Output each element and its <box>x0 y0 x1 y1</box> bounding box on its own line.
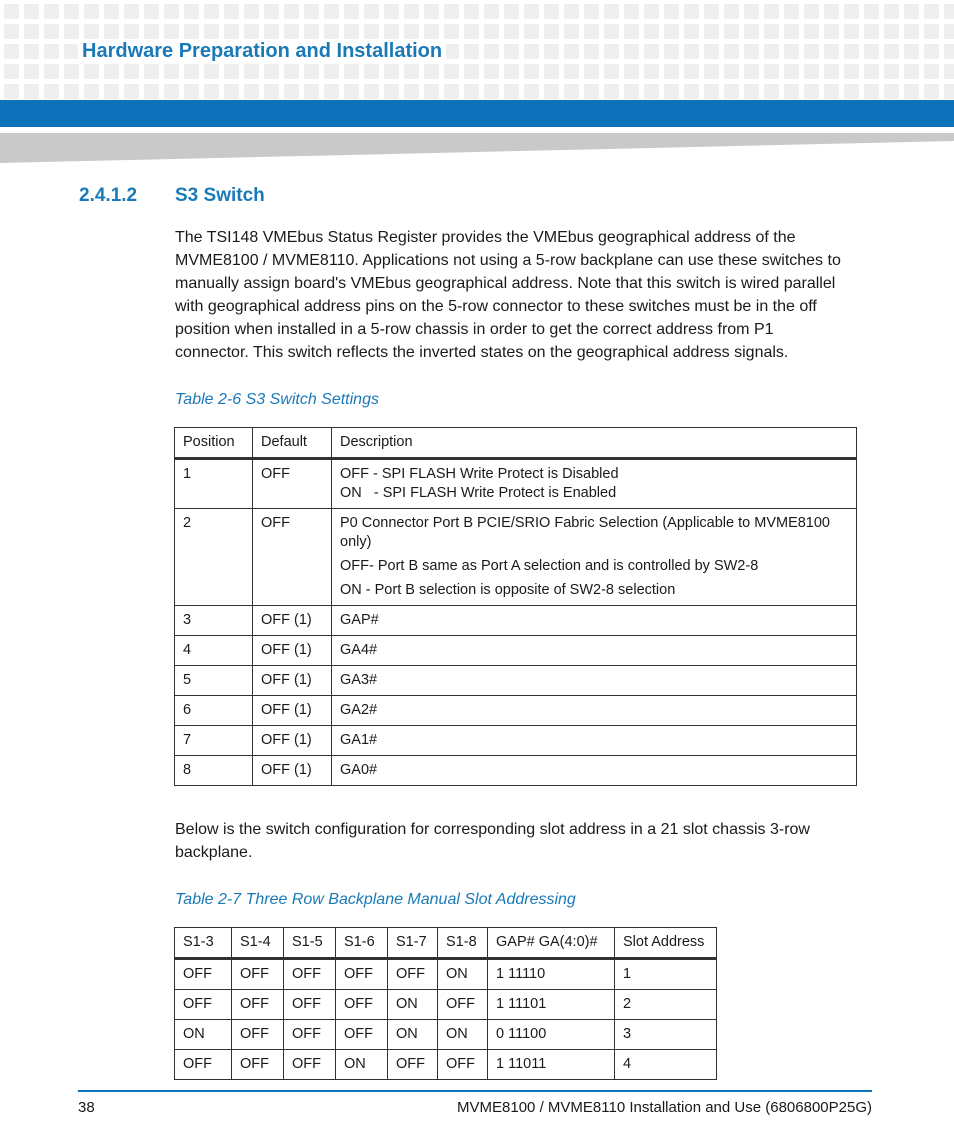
cell-position: 3 <box>175 606 253 636</box>
table-caption-s3-switch: Table 2-6 S3 Switch Settings <box>175 391 379 408</box>
cell-description: GA4# <box>332 636 857 666</box>
table-cell: ON <box>388 1020 438 1050</box>
slot-config-paragraph <box>175 818 875 864</box>
cell-position: 1 <box>175 459 253 509</box>
cell-default: OFF (1) <box>253 696 332 726</box>
table-cell: OFF <box>175 959 232 990</box>
cell-description: GA1# <box>332 726 857 756</box>
cell-position: 8 <box>175 756 253 786</box>
column-header: S1-3 <box>175 928 232 959</box>
table-row <box>175 756 857 786</box>
table-cell: OFF <box>284 1020 336 1050</box>
cell-default: OFF (1) <box>253 636 332 666</box>
paragraph-line: with geographical address pins on the 5-row connector to these switches must be in the off <box>175 298 817 315</box>
table-row <box>175 636 857 666</box>
footer-document-title: MVME8100 / MVME8110 Installation and Use (6806800P25G) <box>457 1099 872 1116</box>
table-row <box>175 1050 717 1080</box>
table-cell: 2 <box>615 990 717 1020</box>
paragraph-line: position when installed in a 5-row chassis in order to get the correct address from P1 <box>175 321 774 338</box>
column-header: GAP# GA(4:0)# <box>488 928 615 959</box>
column-header: S1-7 <box>388 928 438 959</box>
cell-position: 7 <box>175 726 253 756</box>
paragraph-line: MVME8100 / MVME8110. Applications not using a 5-row backplane can use these switches to <box>175 252 841 269</box>
cell-description: GAP# <box>332 606 857 636</box>
s3-switch-table <box>174 427 857 786</box>
header-blue-bar <box>0 100 954 127</box>
table-row <box>175 1020 717 1050</box>
table-cell: 1 11101 <box>488 990 615 1020</box>
table-row <box>175 666 857 696</box>
header-gray-wedge <box>0 131 954 163</box>
table-row <box>175 959 717 990</box>
description-line: OFF- Port B same as Port A selection and is controlled by SW2-8 <box>340 558 759 574</box>
table-cell: OFF <box>336 990 388 1020</box>
column-header: Slot Address <box>615 928 717 959</box>
paragraph-line: manually assign board's VMEbus geographical address. Note that this switch is wired parallel <box>175 275 836 292</box>
table-cell: OFF <box>175 1050 232 1080</box>
table-cell: 4 <box>615 1050 717 1080</box>
footer-rule <box>78 1090 872 1092</box>
column-header: S1-5 <box>284 928 336 959</box>
column-header: S1-8 <box>438 928 488 959</box>
table-row <box>175 726 857 756</box>
table-header-row <box>175 928 717 959</box>
table-cell: 1 11110 <box>488 959 615 990</box>
table-cell: OFF <box>232 959 284 990</box>
table-cell: ON <box>388 990 438 1020</box>
table-cell: ON <box>438 1020 488 1050</box>
table-cell: OFF <box>284 959 336 990</box>
description-line: P0 Connector Port B PCIE/SRIO Fabric Selection (Applicable to MVME8100 only) <box>340 515 830 550</box>
cell-default: OFF (1) <box>253 726 332 756</box>
cell-description <box>332 459 857 509</box>
table-cell: ON <box>336 1050 388 1080</box>
table-cell: OFF <box>232 1020 284 1050</box>
column-header: Default <box>253 428 332 459</box>
paragraph-line: Below is the switch configuration for corresponding slot address in a 21 slot chassis 3-row <box>175 821 810 838</box>
cell-description: GA3# <box>332 666 857 696</box>
table-cell: OFF <box>388 959 438 990</box>
table-cell: OFF <box>438 990 488 1020</box>
cell-default: OFF (1) <box>253 606 332 636</box>
description-line: ON - SPI FLASH Write Protect is Enabled <box>340 485 617 501</box>
cell-default: OFF <box>253 459 332 509</box>
table-cell: ON <box>438 959 488 990</box>
section-number: 2.4.1.2 <box>79 185 138 206</box>
description-line: OFF - SPI FLASH Write Protect is Disabled <box>340 466 619 482</box>
table-cell: OFF <box>336 1020 388 1050</box>
table-cell: 1 <box>615 959 717 990</box>
table-cell: OFF <box>388 1050 438 1080</box>
table-cell: OFF <box>438 1050 488 1080</box>
table-row <box>175 990 717 1020</box>
table-caption-slot-addressing: Table 2-7 Three Row Backplane Manual Slot Addressing <box>175 891 576 908</box>
column-header: Position <box>175 428 253 459</box>
cell-position: 4 <box>175 636 253 666</box>
table-cell: ON <box>175 1020 232 1050</box>
table-row <box>175 696 857 726</box>
cell-default: OFF (1) <box>253 666 332 696</box>
cell-position: 6 <box>175 696 253 726</box>
cell-position: 5 <box>175 666 253 696</box>
cell-description: GA2# <box>332 696 857 726</box>
table-cell: 3 <box>615 1020 717 1050</box>
table-cell: 1 11011 <box>488 1050 615 1080</box>
cell-default: OFF (1) <box>253 756 332 786</box>
column-header: Description <box>332 428 857 459</box>
running-header-title: Hardware Preparation and Installation <box>78 40 446 63</box>
table-header-row <box>175 428 857 459</box>
slot-addressing-table <box>174 927 717 1080</box>
table-row <box>175 509 857 606</box>
table-cell: 0 11100 <box>488 1020 615 1050</box>
page-number: 38 <box>78 1099 95 1116</box>
paragraph-line: The TSI148 VMEbus Status Register provides the VMEbus geographical address of the <box>175 229 796 246</box>
description-line: ON - Port B selection is opposite of SW2-8 selection <box>340 582 676 598</box>
table-row <box>175 606 857 636</box>
section-title: S3 Switch <box>175 185 265 206</box>
table-cell: OFF <box>232 1050 284 1080</box>
cell-description <box>332 509 857 606</box>
paragraph-line: connector. This switch reflects the inverted states on the geographical address signals. <box>175 344 789 361</box>
cell-description: GA0# <box>332 756 857 786</box>
column-header: S1-6 <box>336 928 388 959</box>
column-header: S1-4 <box>232 928 284 959</box>
intro-paragraph <box>175 226 875 364</box>
table-cell: OFF <box>232 990 284 1020</box>
cell-default: OFF <box>253 509 332 606</box>
table-cell: OFF <box>284 990 336 1020</box>
table-row <box>175 459 857 509</box>
paragraph-line: backplane. <box>175 844 253 861</box>
table-cell: OFF <box>336 959 388 990</box>
table-cell: OFF <box>175 990 232 1020</box>
table-cell: OFF <box>284 1050 336 1080</box>
cell-position: 2 <box>175 509 253 606</box>
